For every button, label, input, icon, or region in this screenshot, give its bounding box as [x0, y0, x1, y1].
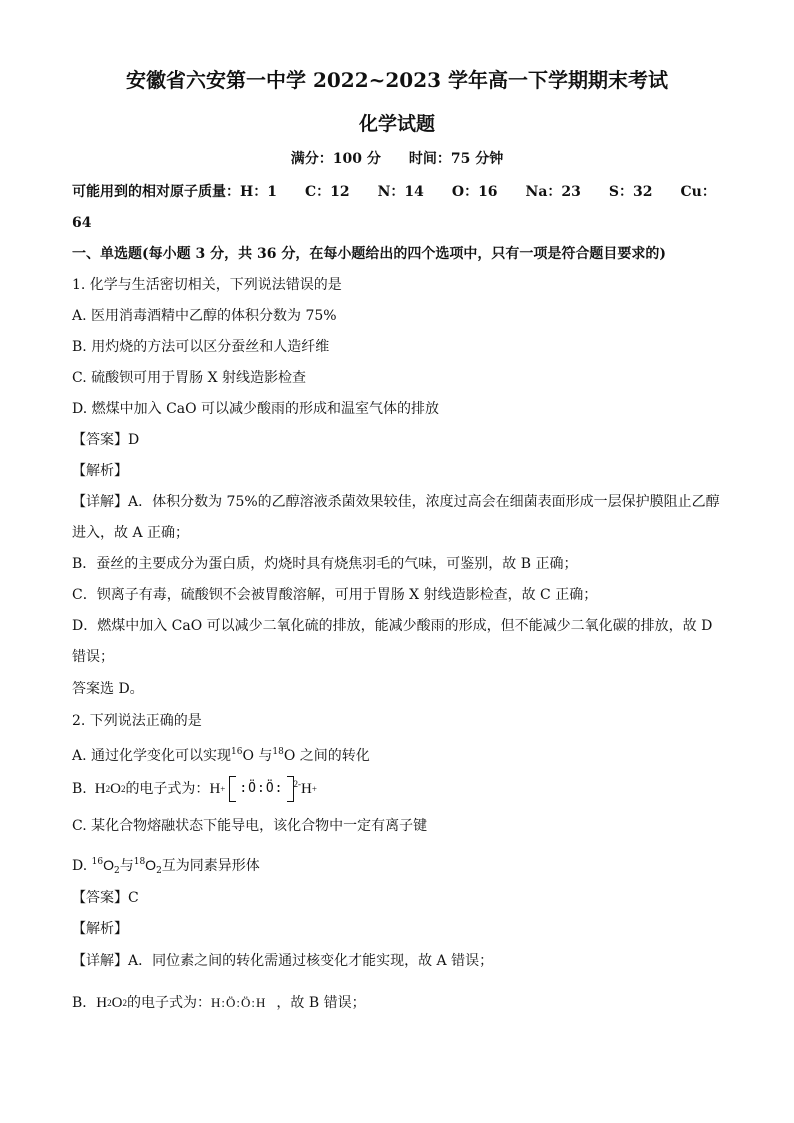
formula-o: O — [111, 995, 123, 1011]
formula-o: O — [110, 781, 121, 797]
atomic-mass-line-cont: 64 — [72, 215, 92, 231]
o-symbol-2: O — [145, 857, 157, 873]
h2o2-formula-detail — [96, 993, 127, 1013]
h2o2-formula — [95, 779, 126, 799]
electron-formula-covalent: H:Ö:Ö:H — [210, 995, 267, 1010]
mass-number-18: 18 — [272, 747, 284, 757]
question-1-stem: 1. 化学与生活密切相关，下列说法错误的是 — [72, 277, 342, 293]
option-d-connector: 与 — [119, 858, 134, 874]
formula-sub-2: 2 — [107, 998, 112, 1008]
formula-sub-2b: 2 — [122, 998, 127, 1008]
question-1-option-d: D. 燃煤中加入 CaO 可以减少酸雨的形成和温室气体的排放 — [72, 401, 440, 417]
formula-sub-2b: 2 — [120, 784, 126, 794]
option-d-text: 互为同素异形体 — [161, 858, 260, 874]
left-bracket — [229, 776, 236, 802]
question-2-option-d — [72, 852, 260, 881]
question-1-detail-a-cont: 进入，故 A 正确； — [72, 525, 190, 541]
o-symbol: O — [103, 857, 114, 873]
question-2-analysis-label: 【解析】 — [72, 921, 128, 937]
option-d-label: D. — [72, 858, 88, 874]
plus-charge-2: + — [311, 784, 317, 794]
formula-sub-2: 2 — [105, 784, 111, 794]
question-2-stem: 2. 下列说法正确的是 — [72, 713, 202, 729]
option-b-label: B. — [72, 781, 87, 797]
question-2-option-a — [72, 742, 370, 766]
exam-title: 安徽省六安第一中学 2022~2023 学年高一下学期期末考试 — [125, 68, 668, 92]
electron-formula-ionic — [209, 776, 316, 802]
question-1-option-a: A. 医用消毒酒精中乙醇的体积分数为 75% — [72, 308, 337, 324]
question-1-option-c: C. 硫酸钡可用于胃肠 X 射线造影检查 — [72, 370, 306, 386]
question-1-conclusion: 答案选 D。 — [72, 681, 144, 697]
atomic-mass-line: 可能用到的相对原子质量：H：1 C：12 N：14 O：16 Na：23 S：32 Cu： — [72, 184, 716, 200]
plus-charge: + — [220, 784, 226, 794]
question-2-option-c: C. 某化合物熔融状态下能导电，该化合物中一定有离子键 — [72, 818, 428, 834]
question-1-answer: 【答案】D — [72, 432, 140, 448]
formula-h: H — [94, 781, 106, 797]
h-ion-right: H — [301, 781, 312, 797]
question-1-detail-d: D．燃煤中加入 CaO 可以减少二氧化硫的排放，能减少酸雨的形成，但不能减少二氧化碳的排放，故 D — [72, 618, 713, 634]
question-2-detail-a: 【详解】A．同位素之间的转化需通过核变化才能实现，故 A 错误； — [72, 953, 494, 969]
right-bracket — [287, 776, 294, 802]
detail-b-conclusion: ，故 B 错误； — [276, 995, 366, 1011]
exam-meta: 满分：100 分 时间：75 分钟 — [290, 151, 504, 167]
mass-number-16: 16 — [91, 857, 104, 867]
question-2-answer: 【答案】C — [72, 890, 139, 906]
exam-subtitle: 化学试题 — [358, 113, 435, 135]
mass-number-18: 18 — [133, 857, 146, 867]
option-a-text-3: O 之间的转化 — [283, 748, 370, 764]
sub-2b: 2 — [156, 866, 162, 876]
mass-number-16: 16 — [231, 747, 243, 757]
question-1-detail-b: B．蚕丝的主要成分为蛋白质，灼烧时具有烧焦羽毛的气味，可鉴别，故 B 正确； — [72, 556, 578, 572]
detail-b-text: 的电子式为： — [126, 995, 211, 1011]
question-1-detail-d-cont: 错误； — [72, 649, 114, 665]
question-1-detail-a: 【详解】A．体积分数为 75%的乙醇溶液杀菌效果较佳，浓度过高会在细菌表面形成一层保护膜阻止乙醇 — [72, 494, 720, 510]
question-1-analysis-label: 【解析】 — [72, 463, 128, 479]
formula-h: H — [96, 995, 108, 1011]
electron-dots: :Ö:Ö: — [239, 781, 284, 796]
section-heading: 一、单选题(每小题 3 分，共 36 分，在每小题给出的四个选项中，只有一项是符合题目要求的) — [72, 246, 666, 262]
detail-b-label: B． — [72, 995, 97, 1011]
option-a-text-2: O 与 — [242, 748, 273, 764]
option-a-text: A. 通过化学变化可以实现 — [72, 748, 232, 764]
question-2-detail-b — [72, 990, 366, 1016]
sub-2: 2 — [113, 866, 120, 876]
question-2-option-b — [72, 776, 317, 802]
option-b-text: 的电子式为： — [125, 781, 210, 797]
h-ion-left: H — [209, 781, 221, 797]
question-1-option-b: B. 用灼烧的方法可以区分蚕丝和人造纤维 — [72, 339, 330, 355]
charge-2minus: 2- — [293, 779, 301, 789]
question-1-detail-c: C．钡离子有毒，硫酸钡不会被胃酸溶解，可用于胃肠 X 射线造影检查，故 C 正确； — [72, 587, 598, 603]
